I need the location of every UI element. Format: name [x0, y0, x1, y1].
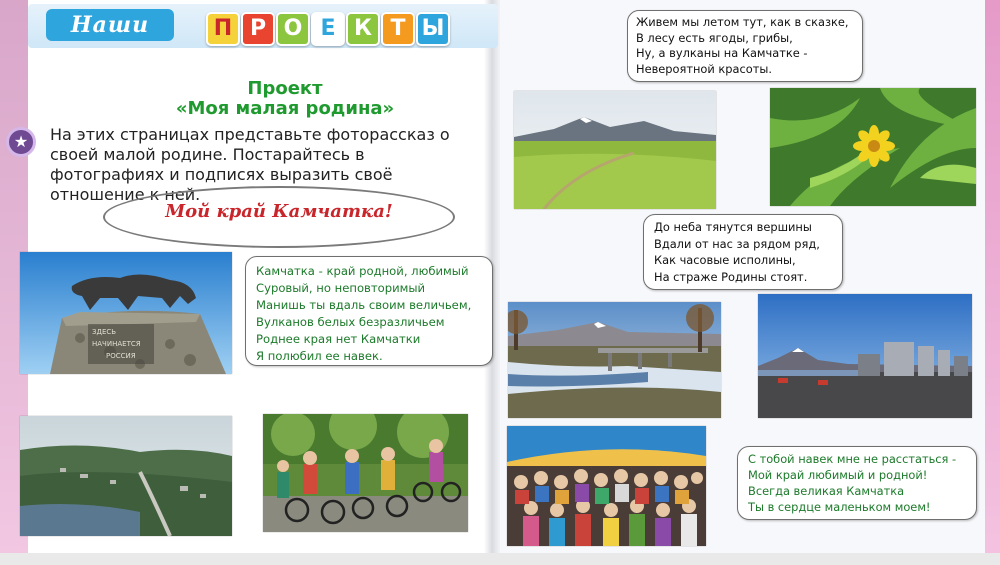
monument-inscription — [88, 324, 154, 364]
children-bicycles-photo — [263, 414, 468, 532]
poem-farewell — [737, 446, 977, 520]
project-subtitle: «Моя малая родина» — [175, 98, 395, 119]
yellow-flower-photo — [770, 88, 976, 206]
poem-line: До неба тянутся вершины — [654, 220, 812, 234]
river-bridge-photo — [508, 302, 721, 418]
section-title-letter: Р — [241, 12, 275, 46]
poem-summer — [627, 10, 863, 82]
star-icon: ★ — [6, 127, 36, 157]
right-page-decorative-band — [985, 0, 1000, 553]
section-title-letter: О — [276, 12, 310, 46]
poem-homeland — [245, 256, 493, 366]
series-label: Наши — [46, 9, 174, 41]
poem-line: С тобой навек мне не расстаться - — [748, 452, 957, 466]
poem-line: Всегда великая Камчатка — [748, 484, 905, 498]
section-title-letter: К — [346, 12, 380, 46]
poem-line: Я полюбил ее навек. — [256, 349, 383, 363]
poem-peaks — [643, 214, 843, 290]
poem-line: Вдали от нас за рядом ряд, — [654, 236, 820, 251]
section-title-letter: П — [206, 12, 240, 46]
poem-line: Ну, а вулканы на Камчатке - — [636, 46, 808, 60]
inscription-line-2: НАЧИНАЕТСЯ — [92, 340, 141, 348]
inscription-line-3: РОССИЯ — [106, 352, 136, 360]
inscription-line-1: ЗДЕСЬ — [92, 328, 117, 336]
section-title-letter: Ы — [416, 12, 450, 46]
city-volcano-photo — [758, 294, 972, 418]
poem-line: На страже Родины стоят. — [654, 269, 808, 284]
project-title: Проект — [247, 78, 323, 99]
poem-line: Мой край любимый и родной! — [748, 468, 928, 482]
bear-monument-photo — [20, 252, 232, 374]
poem-line: Роднее края нет Камчатки — [256, 332, 421, 346]
oval-caption: Мой край Камчатка! — [165, 201, 393, 222]
poem-line: Вулканов белых безразличьем — [256, 315, 445, 329]
section-title-letter: Т — [381, 12, 415, 46]
poem-line: Манишь ты вдаль своим величьем, — [256, 298, 472, 312]
aerial-city-photo — [20, 416, 232, 536]
section-title-letter: Е — [311, 12, 345, 46]
poem-line: Ты в сердце маленьком моем! — [748, 500, 931, 514]
poem-line: Суровый, но неповторимый — [256, 281, 426, 295]
poem-line: Камчатка - край родной, любимый — [256, 264, 469, 278]
poem-line: Живем мы летом тут, как в сказке, — [636, 15, 849, 29]
poem-line: Как часовые исполины, — [654, 253, 796, 267]
volcano-meadow-photo — [514, 91, 716, 209]
poem-line: В лесу есть ягоды, грибы, — [636, 30, 793, 45]
poem-line: Невероятной красоты. — [636, 61, 772, 76]
children-group-photo — [507, 426, 706, 546]
task-instructions: На этих страницах представьте фоторассказ о своей малой родине. Постарайтесь в фотографиях и подписях выразить своё отношение к ней. — [50, 125, 450, 204]
